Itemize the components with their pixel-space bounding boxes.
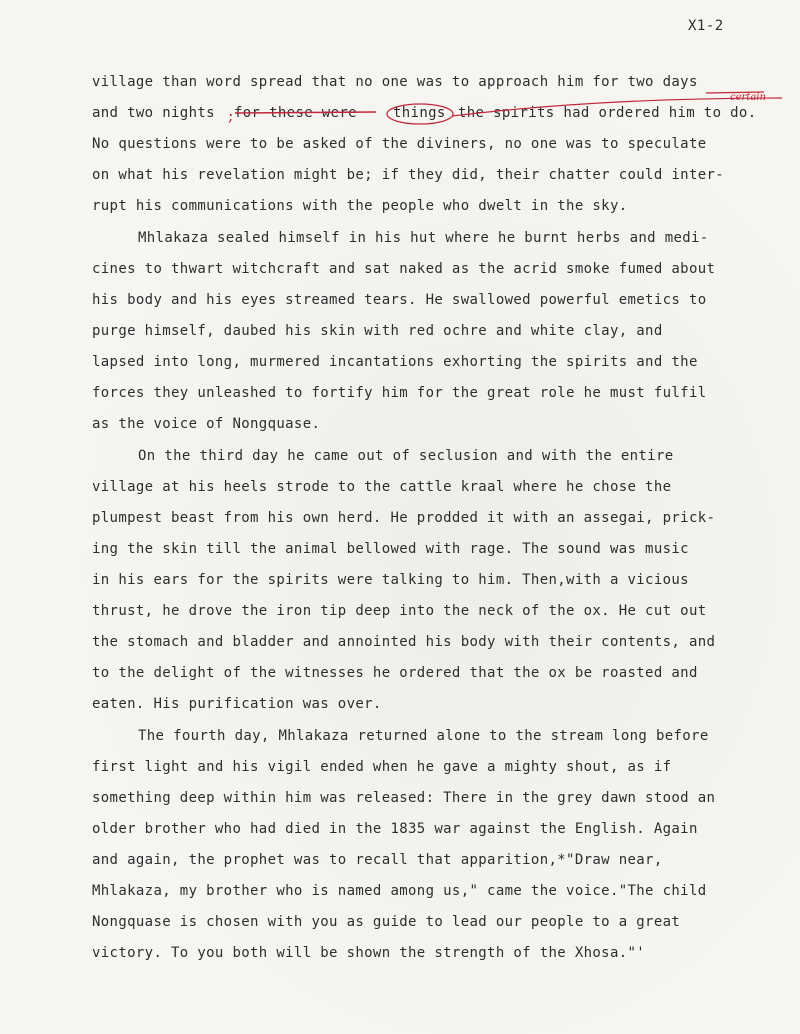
text-line: No questions were to be asked of the diviners, no one was to speculate <box>92 136 707 152</box>
text-line: and two nights <box>92 105 215 121</box>
text-line: cines to thwart witchcraft and sat naked as the acrid smoke fumed about <box>92 261 716 277</box>
text-line: plumpest beast from his own herd. He prodded it with an assegai, prick- <box>92 510 716 526</box>
text-line: the stomach and bladder and annointed his body with their contents, and <box>92 634 716 650</box>
text-line: as the voice of Nongquase. <box>92 416 321 432</box>
struck-text: for these were <box>234 105 357 121</box>
text-line: forces they unleashed to fortify him for the great role he must fulfil <box>92 385 707 401</box>
text-line: on what his revelation might be; if they did, their chatter could inter- <box>92 167 725 183</box>
text-line: village at his heels strode to the cattle kraal where he chose the <box>92 479 672 495</box>
text-line: ing the skin till the animal bellowed with rage. The sound was music <box>92 541 689 557</box>
text-line: rupt his communications with the people who dwelt in the sky. <box>92 198 628 214</box>
text-line: his body and his eyes streamed tears. He swallowed powerful emetics to <box>92 292 707 308</box>
text-line: to the delight of the witnesses he ordered that the ox be roasted and <box>92 665 698 681</box>
text-line: eaten. His purification was over. <box>92 696 382 712</box>
text-line: lapsed into long, murmered incantations exhorting the spirits and the <box>92 354 698 370</box>
text-line: village than word spread that no one was to approach him for two days <box>92 74 698 90</box>
text-line: Mhlakaza sealed himself in his hut where he burnt herbs and medi- <box>138 230 709 246</box>
text-line: first light and his vigil ended when he gave a mighty shout, as if <box>92 759 672 775</box>
page-number: X1-2 <box>688 18 724 34</box>
text-line: in his ears for the spirits were talking to him. Then,with a vicious <box>92 572 689 588</box>
text-line: thrust, he drove the iron tip deep into the neck of the ox. He cut out <box>92 603 707 619</box>
text-line: and again, the prophet was to recall that apparition,*"Draw near, <box>92 852 663 868</box>
handwritten-semicolon: ; <box>228 106 234 125</box>
text-line: victory. To you both will be shown the strength of the Xhosa."' <box>92 945 646 961</box>
handwritten-insertion: certain <box>730 92 766 103</box>
text-line: purge himself, daubed his skin with red ochre and white clay, and <box>92 323 663 339</box>
circled-word: things <box>393 105 446 121</box>
text-line: something deep within him was released: There in the grey dawn stood an <box>92 790 716 806</box>
text-line: Mhlakaza, my brother who is named among us," came the voice."The child <box>92 883 707 899</box>
text-line: Nongquase is chosen with you as guide to lead our people to a great <box>92 914 681 930</box>
text-line: The fourth day, Mhlakaza returned alone to the stream long before <box>138 728 709 744</box>
text-line: older brother who had died in the 1835 war against the English. Again <box>92 821 698 837</box>
text-line: On the third day he came out of seclusion and with the entire <box>138 448 674 464</box>
text-line: the spirits had ordered him to do. <box>458 105 757 121</box>
